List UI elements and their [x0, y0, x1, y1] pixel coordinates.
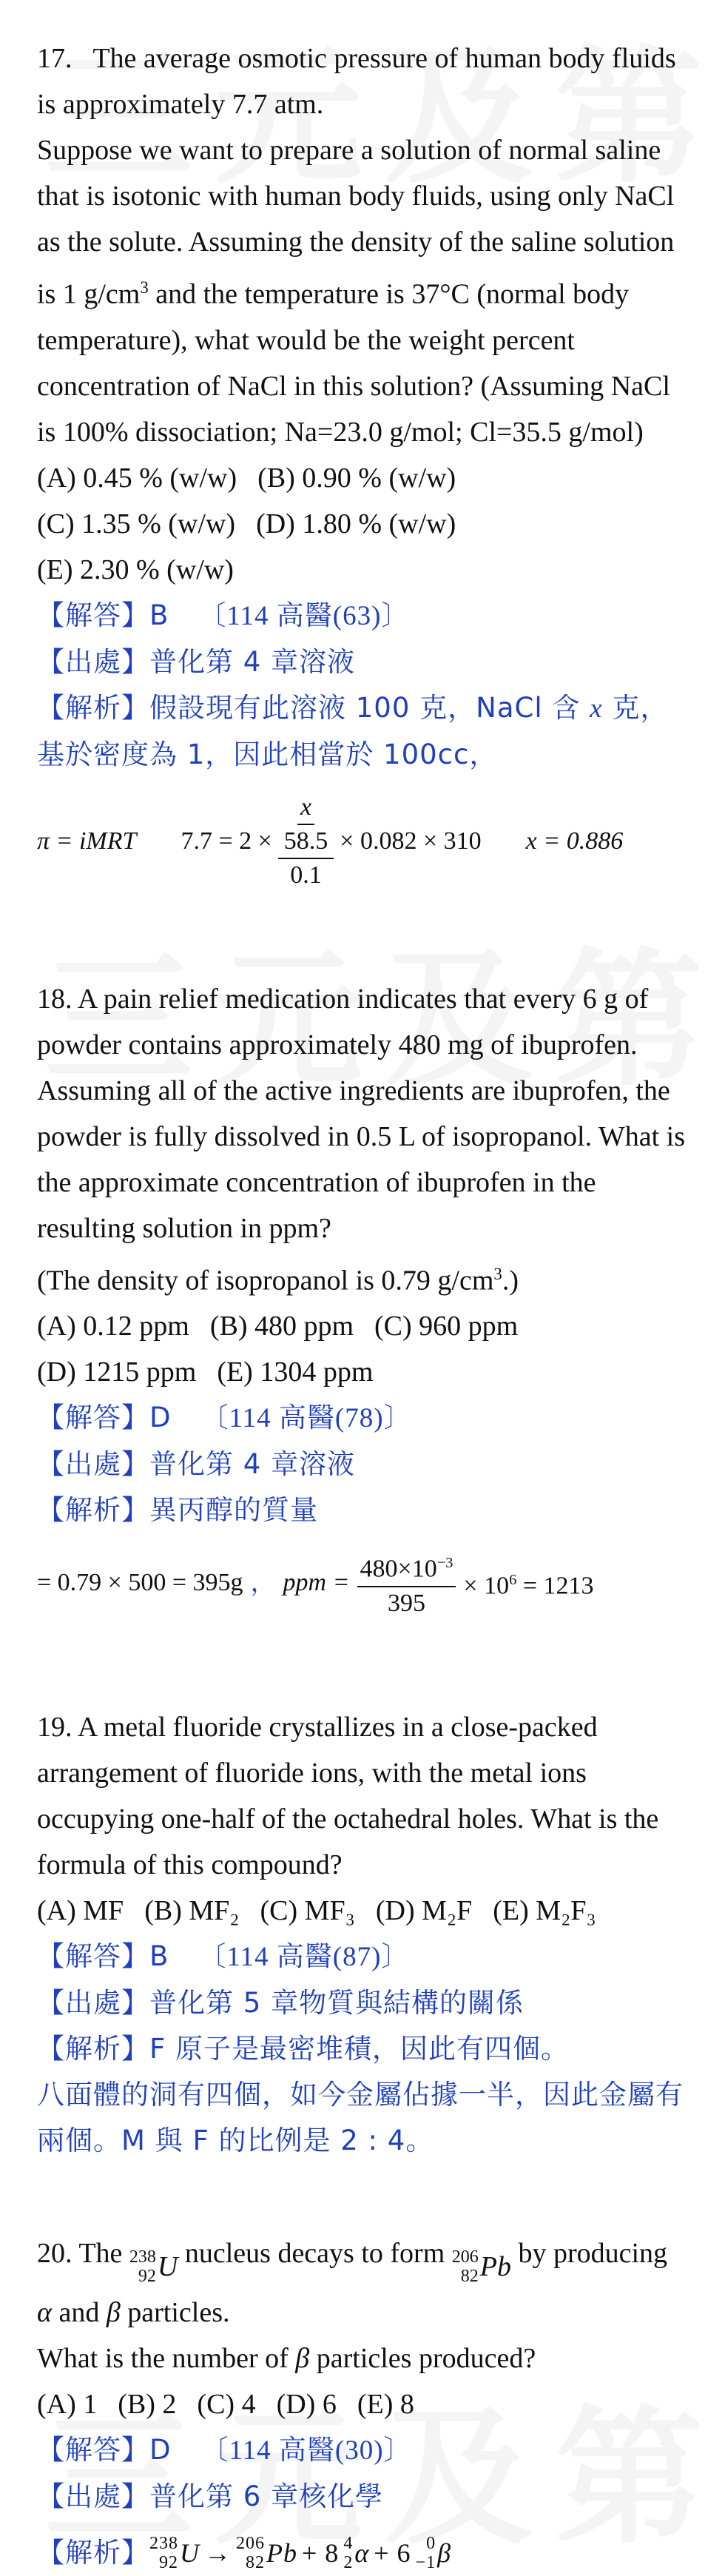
- option-b: (B) MF₂: [144, 1894, 240, 1926]
- explanation-line: 【解析】假設現有此溶液 100 克，NaCl 含 x 克，基於密度為 1，因此相當於 100cc，: [37, 691, 669, 770]
- question-18-body: 18. A pain relief medication indicates that every 6 g of powder contains approximately 480 mg of ibuprofen. Assuming all of the active ingredients are ibuprofen, the powder is fully dissolved in 0.5 L of isopropanol. What is the approximate concentration of ibuprofen in the resulting solution in ppm?: [37, 983, 686, 1244]
- option-a: (A) 1: [37, 2388, 98, 2420]
- option-c: (C) 1.35 % (w/w): [37, 508, 236, 539]
- option-c: (C) 960 ppm: [374, 1311, 519, 1342]
- answer-line: 【解答】D 〔114 高醫(30)〕: [37, 2433, 412, 2466]
- explanation-line: 【解析】F 原子是最密堆積，因此有四個。: [37, 2032, 570, 2065]
- question-18: [37, 976, 688, 1620]
- fraction: $\frac{\frac{x}{58.5}}{0.1}$: [278, 791, 334, 892]
- question-18-density: (The density of isopropanol is 0.79 $g/cm^3$.): [37, 1264, 519, 1297]
- explanation-line: 八面體的洞有四個，如今金屬佔據一半，因此金屬有兩個。M 與 F 的比例是 2 : 4。: [37, 2078, 684, 2156]
- option-e: (E) M₂F₃: [493, 1894, 596, 1926]
- fraction: $\frac{480\times 10^{-3}}{395}$: [357, 1547, 456, 1619]
- origin-line: 【出處】普化第 4 章溶液: [37, 1448, 356, 1481]
- option-d: (D) 1.80 % (w/w): [256, 508, 456, 539]
- origin-line: 【出處】普化第 5 章物質與結構的關係: [37, 1986, 525, 2019]
- option-d: (D) 6: [276, 2388, 337, 2420]
- option-e: (E) 2.30 % (w/w): [37, 554, 234, 585]
- question-20: [37, 2230, 688, 2576]
- question-20-body: 20. The 238 92 U nucleus decays to form 206 82 Pb by producing α and β particles.: [37, 2237, 668, 2328]
- lead-nuclide: 206 82 Pb: [451, 2247, 511, 2286]
- option-e: (E) 1304 ppm: [217, 1356, 374, 1388]
- formula-pi: π = iMRT: [37, 827, 137, 855]
- answer-line: 【解答】D 〔114 高醫(78)〕: [37, 1402, 412, 1434]
- question-17-intro: 17. The average osmotic pressure of human body fluids is approximately 7.7 atm.: [37, 43, 676, 120]
- option-d: (D) M₂F: [375, 1894, 473, 1926]
- ppm-formula: = 0.79 × 500 = 395g ， ppm = $\frac{480\times 10^{-3}}{395}$ × $10^6 = 1213$: [37, 1547, 688, 1619]
- question-17-options: [37, 455, 688, 593]
- question-19: [37, 1704, 688, 2164]
- option-d: (D) 1215 ppm: [37, 1356, 197, 1388]
- question-19-options: [37, 1888, 688, 1934]
- formula-result: x = 0.886: [525, 827, 624, 855]
- origin-line: 【出處】普化第 6 章核化學: [37, 2480, 384, 2512]
- option-c: (C) MF₃: [260, 1894, 355, 1926]
- uranium-nuclide: 238 92 U: [129, 2247, 178, 2286]
- origin-line: 【出處】普化第 4 章溶液: [37, 645, 356, 678]
- option-b: (B) 480 ppm: [209, 1311, 354, 1342]
- question-20-question: What is the number of β particles produced?: [37, 2342, 536, 2374]
- question-17-body: Suppose we want to prepare a solution of normal saline that is isotonic with human body fluids, using only NaCl as the solute. Assuming the density of the saline solution is 1 $g/cm^3$ and the temperature is 37°C (normal body temperature), what would be the weight percent concentration of NaCl in this solution? (Assuming NaCl is 100% dissociation; Na=23.0 g/mol; Cl=35.5 g/mol): [37, 135, 675, 448]
- question-20-options: [37, 2381, 688, 2427]
- option-e: (E) 8: [357, 2388, 414, 2420]
- answer-line: 【解答】B 〔114 高醫(63)〕: [37, 599, 410, 631]
- option-a: (A) 0.12 ppm: [37, 1311, 189, 1342]
- option-a: (A) MF: [37, 1894, 124, 1926]
- question-18-options: [37, 1303, 688, 1395]
- exam-page: [37, 36, 688, 2576]
- explanation-line: 【解析】異丙醇的質量: [37, 1494, 318, 1527]
- answer-line: 【解答】B 〔114 高醫(87)〕: [37, 1940, 410, 1972]
- decay-equation: 238 92 U → 206 82 Pb + 8 4 2 α + 6 0 −1 β: [149, 2533, 452, 2572]
- question-17: [37, 36, 688, 892]
- option-b: (B) 2: [118, 2388, 177, 2420]
- explanation-line: 【解析】 238 92 U → 206 82 Pb + 8 4 2 α + 6 0 −1 β: [37, 2530, 688, 2576]
- option-a: (A) 0.45 % (w/w): [37, 462, 237, 494]
- option-c: (C) 4: [197, 2388, 256, 2420]
- osmotic-formula: π = iMRT 7.7 = 2 × $\frac{\frac{x}{58.5}}{0.1}$ × 0.082 × 310 x = 0.886: [37, 791, 688, 892]
- option-b: (B) 0.90 % (w/w): [257, 462, 456, 494]
- question-19-body: 19. A metal fluoride crystallizes in a close-packed arrangement of fluoride ions, with the metal ions occupying one-half of the octahedral holes. What is the formula of this compound?: [37, 1711, 659, 1880]
